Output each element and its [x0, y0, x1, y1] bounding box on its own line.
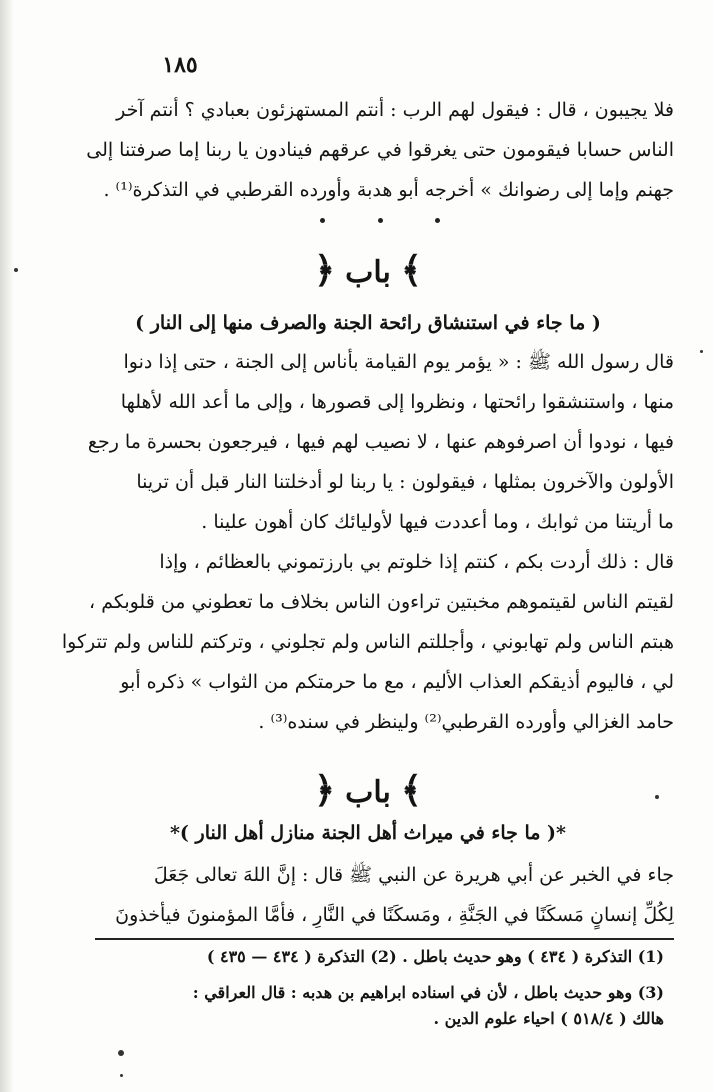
print-speck	[700, 350, 703, 353]
footnote-line: (3) وهو حديث باطل ، لأن في اسناده ابراهيم بن هدبه : قال العراقي :	[192, 983, 664, 1002]
text-line: قال رسول الله ﷺ : « يؤمر يوم القيامة بأناس إلى الجنة ، حتى إذا دنوا	[123, 351, 674, 373]
print-speck	[655, 795, 659, 799]
intro-paragraph	[62, 90, 674, 210]
section-2-body	[62, 855, 674, 935]
text-line: جاء في الخبر عن أبي هريرة عن النبي ﷺ قال : إنَّ اللهَ تعالى جَعَلَ	[153, 864, 674, 886]
text-line: لِكُلِّ إنسانٍ مَسكَنًا في الجَنَّةِ ، ومَسكَنًا في النَّارِ ، فأمَّا المؤمنونَ فيأخذونَ	[115, 904, 674, 926]
text-line: حامد الغزالي وأورده القرطبي⁽²⁾ ولينظر في سنده⁽³⁾ .	[258, 711, 674, 733]
text-line: جهنم وإما إلى رضوانك » أخرجه أبو هدبة وأورده القرطبي في التذكرة⁽¹⁾ .	[103, 179, 674, 201]
page-number: ١٨٥	[162, 52, 198, 78]
text-line: لي ، فاليوم أذيقكم العذاب الأليم ، مع ما حرمتكم من الثواب » ذكره أبو	[120, 671, 674, 693]
print-speck	[120, 1074, 123, 1077]
text-line: فيها ، نودوا أن اصرفوهم عنها ، لا نصيب لهم فيها ، فيرجعون بحسرة ما رجع	[87, 431, 674, 453]
footnotes	[95, 944, 664, 1032]
ornamental-bracket-left: ﴿	[314, 249, 336, 291]
section-1-body	[62, 342, 674, 742]
section-1-title: ( ما جاء في استنشاق رائحة الجنة والصرف منها إلى النار )	[135, 312, 601, 334]
text-line: الناس حسابا فيقومون حتى يغرقوا في عرقهم فينادون يا ربنا إما صرفتنا إلى	[86, 139, 674, 161]
bab-label: باب	[345, 255, 391, 290]
footnote-divider	[95, 938, 674, 940]
text-line: الأولون والآخرون بمثلها ، فيقولون : يا ربنا لو أدخلتنا النار قبل أن ترينا	[136, 471, 674, 493]
page-edge-shadow	[0, 0, 14, 1092]
ornamental-bracket-left: ﴿	[314, 769, 336, 811]
separator-dots	[320, 218, 440, 223]
footnote-line: هالك ( ٥١٨/٤ ) احياء علوم الدين .	[433, 1009, 664, 1028]
text-line: لقيتم الناس لقيتموهم مخبتين تراءون الناس بخلاف ما تعطوني من قلوبكم ،	[89, 591, 674, 613]
separator-dot	[320, 218, 325, 223]
footnote-line: (1) التذكرة ( ٤٣٤ ) وهو حديث باطل . (2) التذكرة ( ٤٣٤ — ٤٣٥ )	[206, 947, 664, 966]
ornamental-bracket-right: ﴾	[400, 769, 422, 811]
separator-dot	[378, 218, 383, 223]
text-line: قال : ذلك أردت بكم ، كنتم إذا خلوتم بي بارزتموني بالعظائم ، وإذا	[159, 551, 674, 573]
section-2-title: *( ما جاء في ميراث أهل الجنة منازل أهل النار )*	[170, 822, 566, 844]
ornamental-bracket-right: ﴾	[400, 249, 422, 291]
text-line: ما أريتنا من ثوابك ، وما أعددت فيها لأوليائك كان أهون علينا .	[201, 511, 674, 533]
separator-dot	[435, 218, 440, 223]
section-1-bab-heading	[62, 250, 674, 293]
section-2-bab-heading	[62, 770, 674, 813]
text-line: منها ، واستنشقوا رائحتها ، ونظروا إلى قصورها ، وإلى ما أعد الله لأهلها	[120, 391, 674, 413]
print-speck	[118, 1050, 124, 1056]
text-line: هبتم الناس ولم تهابوني ، وأجللتم الناس ولم تجلوني ، وتركتم للناس ولم تتركوا	[61, 631, 674, 653]
print-speck	[14, 268, 18, 272]
bab-label: باب	[345, 775, 391, 810]
text-line: فلا يجيبون ، قال : فيقول لهم الرب : أنتم المستهزئون بعبادي ؟ أنتم آخر	[116, 99, 674, 121]
